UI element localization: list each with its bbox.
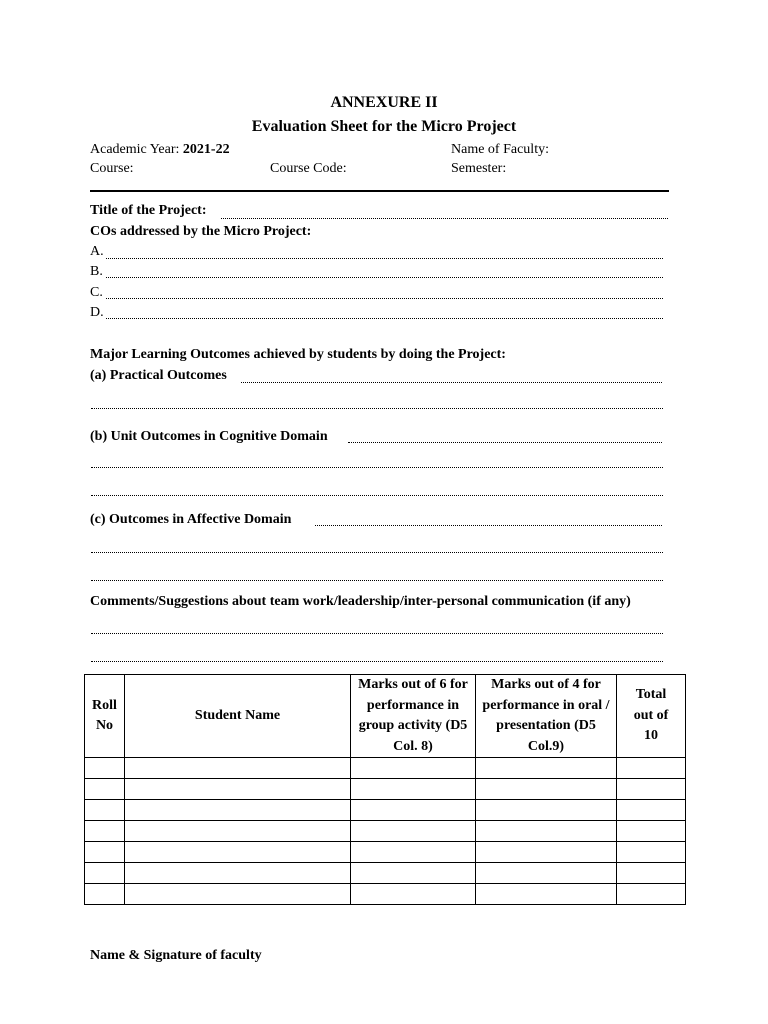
oral-marks-cell[interactable] bbox=[476, 800, 617, 821]
student-name-cell[interactable] bbox=[125, 758, 351, 779]
co-item-label: D. bbox=[90, 305, 104, 320]
page-title: Evaluation Sheet for the Micro Project bbox=[251, 118, 517, 135]
group-marks-cell[interactable] bbox=[351, 821, 476, 842]
cognitive-outcomes-line bbox=[91, 495, 663, 496]
column-header-total: Total out of 10 bbox=[617, 675, 686, 758]
oral-marks-cell[interactable] bbox=[476, 884, 617, 905]
student-name-cell[interactable] bbox=[125, 884, 351, 905]
co-item-label: B. bbox=[90, 264, 103, 279]
group-marks-cell[interactable] bbox=[351, 863, 476, 884]
group-marks-cell[interactable] bbox=[351, 842, 476, 863]
roll-no-cell[interactable] bbox=[85, 779, 125, 800]
total-cell[interactable] bbox=[617, 863, 686, 884]
co-item-line bbox=[106, 318, 663, 319]
academic-year bbox=[90, 142, 230, 158]
practical-outcomes-label: (a) Practical Outcomes bbox=[90, 368, 227, 383]
table-header-row bbox=[85, 675, 686, 758]
affective-outcomes-line bbox=[315, 525, 662, 526]
group-marks-cell[interactable] bbox=[351, 800, 476, 821]
student-name-cell[interactable] bbox=[125, 779, 351, 800]
total-cell[interactable] bbox=[617, 779, 686, 800]
column-header-roll-no: Roll No bbox=[85, 675, 125, 758]
table-row bbox=[85, 821, 686, 842]
comments-line bbox=[91, 633, 663, 634]
cognitive-outcomes-line bbox=[348, 442, 662, 443]
group-marks-cell[interactable] bbox=[351, 884, 476, 905]
column-header-student-name: Student Name bbox=[125, 675, 351, 758]
total-cell[interactable] bbox=[617, 884, 686, 905]
faculty-name-label: Name of Faculty: bbox=[451, 142, 549, 157]
affective-outcomes-line bbox=[91, 552, 663, 553]
course-label: Course: bbox=[90, 161, 134, 176]
table-row bbox=[85, 779, 686, 800]
cognitive-outcomes-line bbox=[91, 467, 663, 468]
oral-marks-cell[interactable] bbox=[476, 842, 617, 863]
roll-no-cell[interactable] bbox=[85, 758, 125, 779]
academic-year-label: Academic Year: bbox=[90, 142, 180, 157]
table-row bbox=[85, 800, 686, 821]
roll-no-cell[interactable] bbox=[85, 863, 125, 884]
roll-no-cell[interactable] bbox=[85, 842, 125, 863]
roll-no-cell[interactable] bbox=[85, 800, 125, 821]
project-title-label: Title of the Project: bbox=[90, 203, 207, 218]
practical-outcomes-line bbox=[241, 382, 662, 383]
table-row bbox=[85, 842, 686, 863]
affective-outcomes-line bbox=[91, 580, 663, 581]
practical-outcomes-line bbox=[91, 408, 663, 409]
academic-year-value: 2021-22 bbox=[182, 142, 230, 157]
comments-label: Comments/Suggestions about team work/leadership/inter-personal communication (if any) bbox=[90, 594, 631, 609]
cognitive-outcomes-label: (b) Unit Outcomes in Cognitive Domain bbox=[90, 429, 328, 444]
oral-marks-cell[interactable] bbox=[476, 863, 617, 884]
semester-label: Semester: bbox=[451, 161, 507, 176]
outcomes-label: Major Learning Outcomes achieved by students by doing the Project: bbox=[90, 347, 506, 362]
student-name-cell[interactable] bbox=[125, 821, 351, 842]
project-title-line bbox=[221, 218, 668, 219]
evaluation-table bbox=[84, 674, 686, 905]
oral-marks-cell[interactable] bbox=[476, 821, 617, 842]
column-header-oral-marks: Marks out of 4 for performance in oral / presentation (D5 Col.9) bbox=[476, 675, 617, 758]
cos-label: COs addressed by the Micro Project: bbox=[90, 224, 312, 239]
co-item-line bbox=[106, 277, 663, 278]
oral-marks-cell[interactable] bbox=[476, 779, 617, 800]
co-item-label: A. bbox=[90, 244, 104, 259]
co-item-line bbox=[106, 298, 663, 299]
student-name-cell[interactable] bbox=[125, 842, 351, 863]
comments-line bbox=[91, 661, 663, 662]
roll-no-cell[interactable] bbox=[85, 884, 125, 905]
course-code-label: Course Code: bbox=[270, 161, 347, 176]
roll-no-cell[interactable] bbox=[85, 821, 125, 842]
total-cell[interactable] bbox=[617, 800, 686, 821]
affective-outcomes-label: (c) Outcomes in Affective Domain bbox=[90, 512, 292, 527]
group-marks-cell[interactable] bbox=[351, 758, 476, 779]
student-name-cell[interactable] bbox=[125, 800, 351, 821]
table-row bbox=[85, 758, 686, 779]
annexure-heading: ANNEXURE II bbox=[330, 94, 438, 111]
total-cell[interactable] bbox=[617, 842, 686, 863]
oral-marks-cell[interactable] bbox=[476, 758, 617, 779]
table-row bbox=[85, 884, 686, 905]
faculty-signature-label: Name & Signature of faculty bbox=[90, 948, 262, 963]
group-marks-cell[interactable] bbox=[351, 779, 476, 800]
header-divider bbox=[90, 190, 669, 192]
co-item-label: C. bbox=[90, 285, 103, 300]
column-header-group-marks: Marks out of 6 for performance in group activity (D5 Col. 8) bbox=[351, 675, 476, 758]
total-cell[interactable] bbox=[617, 821, 686, 842]
total-cell[interactable] bbox=[617, 758, 686, 779]
student-name-cell[interactable] bbox=[125, 863, 351, 884]
co-item-line bbox=[106, 258, 663, 259]
table-row bbox=[85, 863, 686, 884]
